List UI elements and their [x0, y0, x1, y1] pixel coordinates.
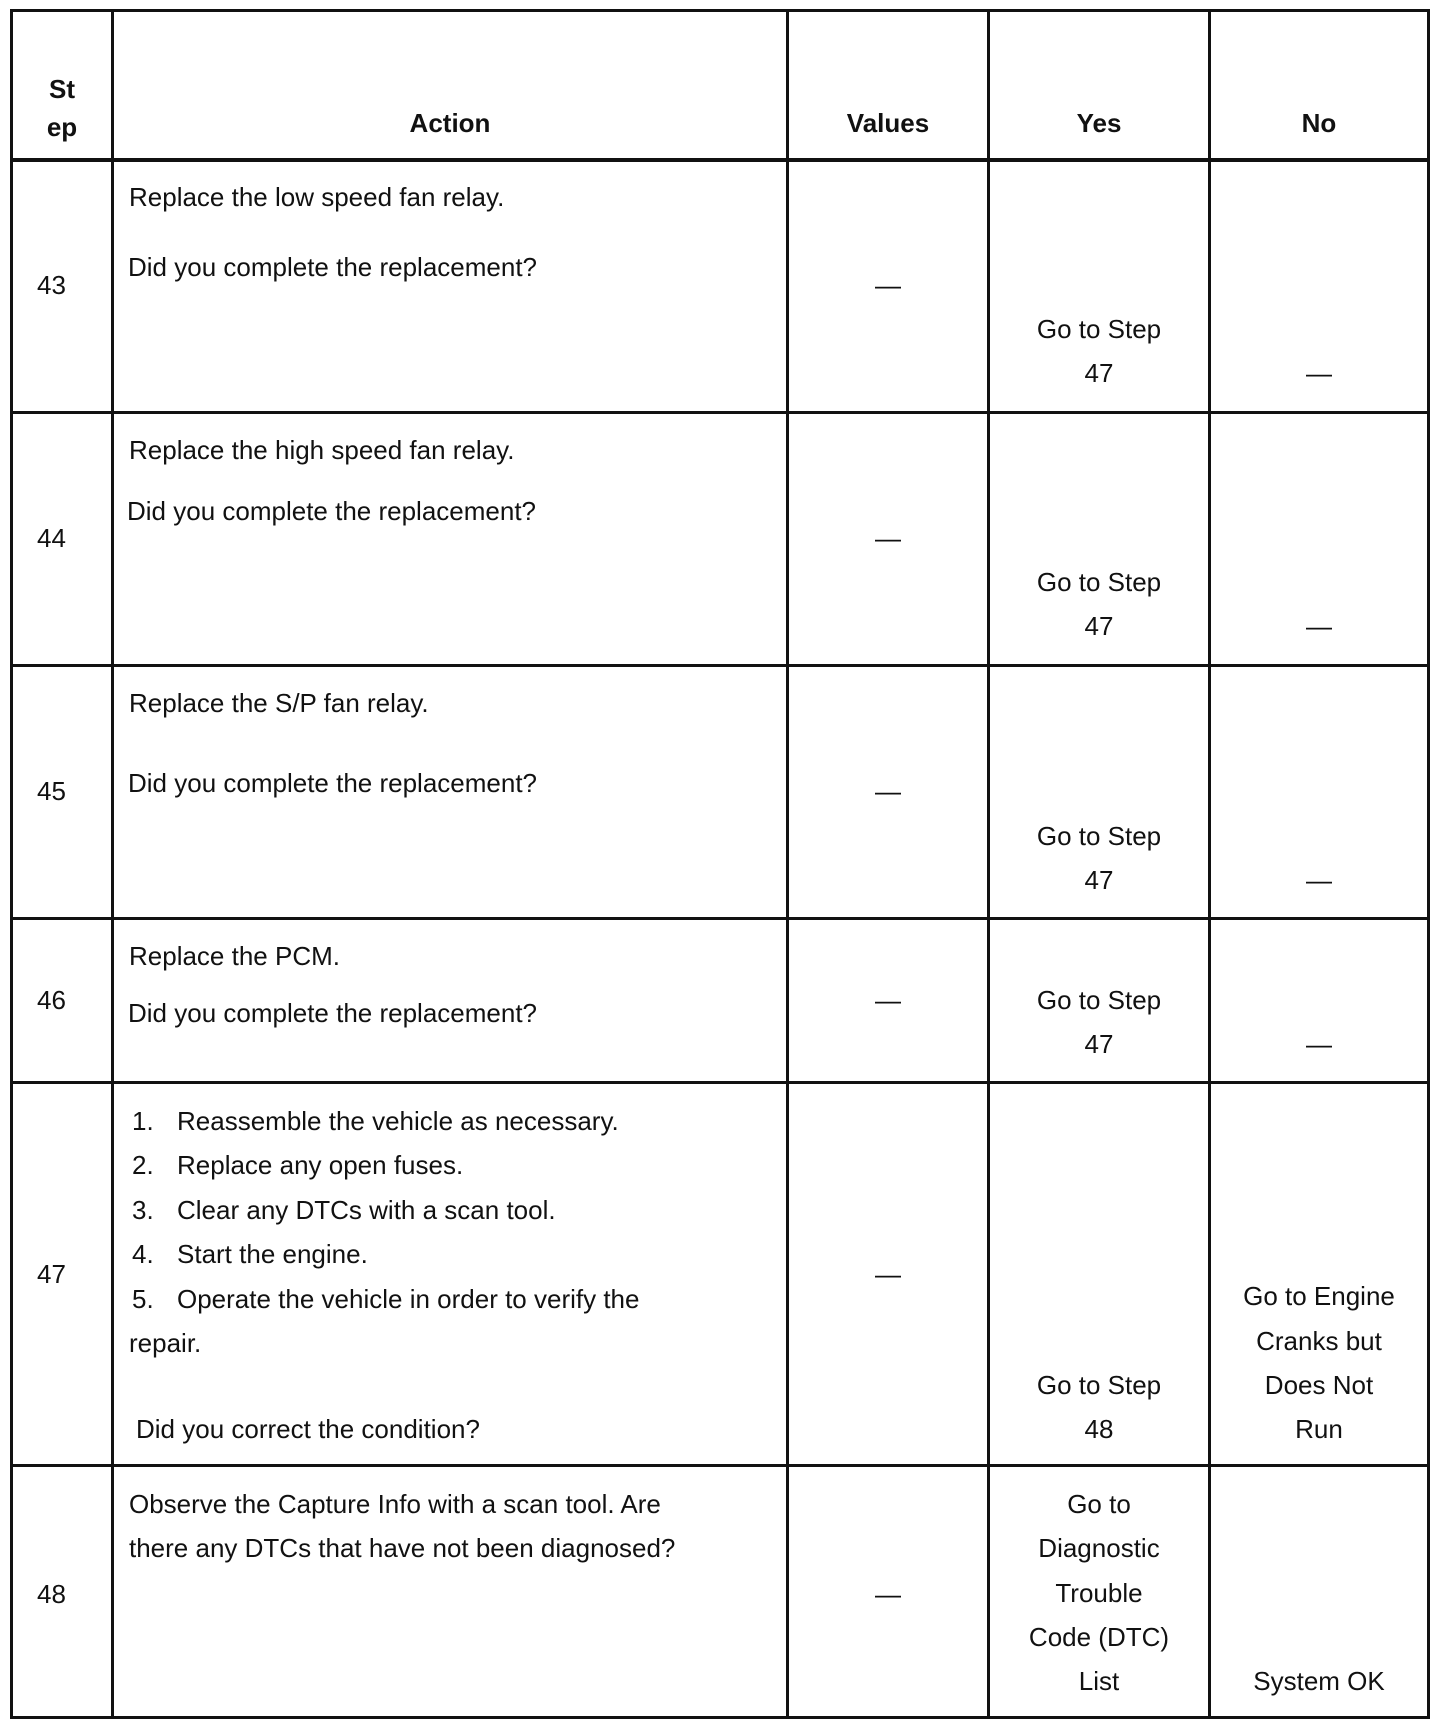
action-text: Observe the Capture Info with a scan tool. Are	[129, 1489, 661, 1519]
yes-line: Go to Step	[1036, 985, 1162, 1015]
yes-line: Go to Step	[1036, 821, 1162, 851]
action-question: Did you complete the replacement?	[128, 768, 538, 798]
list-item: Start the engine.	[177, 1239, 368, 1269]
column-divider	[786, 9, 789, 1719]
values-dash: —	[875, 985, 901, 1015]
step-number: 43	[37, 270, 66, 300]
action-text: Replace the low speed fan relay.	[129, 182, 505, 212]
list-item: Operate the vehicle in order to verify the	[177, 1284, 640, 1314]
yes-line: Go to	[1067, 1489, 1131, 1519]
table-border-top	[10, 9, 1430, 12]
no-dash: —	[1306, 865, 1332, 895]
yes-line: 47	[1084, 1029, 1114, 1059]
values-dash: —	[875, 776, 901, 806]
list-item-continuation: repair.	[129, 1328, 202, 1358]
action-text: Replace the high speed fan relay.	[129, 435, 515, 465]
column-divider	[1208, 9, 1211, 1719]
yes-line: List	[1078, 1666, 1120, 1696]
no-line: Go to Engine	[1243, 1281, 1395, 1311]
header-no: No	[1301, 108, 1337, 138]
list-number: 5.	[132, 1284, 154, 1314]
no-dash: —	[1306, 1029, 1332, 1059]
no-dash: —	[1306, 358, 1332, 388]
header-values: Values	[846, 108, 930, 138]
step-number: 48	[37, 1579, 66, 1609]
action-question: Did you complete the replacement?	[127, 496, 537, 526]
action-text: there any DTCs that have not been diagnosed?	[129, 1533, 676, 1563]
list-item: Replace any open fuses.	[177, 1150, 464, 1180]
row-divider	[10, 664, 1430, 667]
values-dash: —	[875, 1259, 901, 1289]
action-question: Did you correct the condition?	[136, 1414, 480, 1444]
header-step-line-2: ep	[46, 112, 78, 142]
action-text: Replace the PCM.	[129, 941, 340, 971]
list-item: Reassemble the vehicle as necessary.	[177, 1106, 619, 1136]
header-yes: Yes	[1076, 108, 1122, 138]
action-text: Replace the S/P fan relay.	[129, 688, 429, 718]
no-text: System OK	[1253, 1666, 1385, 1696]
row-divider	[10, 1081, 1430, 1084]
list-number: 3.	[132, 1195, 154, 1225]
no-dash: —	[1306, 611, 1332, 641]
no-line: Cranks but	[1256, 1326, 1382, 1356]
header-divider	[10, 158, 1430, 162]
no-line: Does Not	[1264, 1370, 1374, 1400]
table-border-right	[1427, 9, 1430, 1719]
action-question: Did you complete the replacement?	[128, 252, 538, 282]
values-dash: —	[875, 523, 901, 553]
table-border-left	[10, 9, 13, 1719]
values-dash: —	[875, 1579, 901, 1609]
column-divider	[111, 9, 114, 1719]
yes-line: 47	[1084, 865, 1114, 895]
row-divider	[10, 917, 1430, 920]
header-step-line-1: St	[49, 74, 75, 104]
header-step	[13, 70, 111, 146]
list-number: 1.	[132, 1106, 154, 1136]
row-divider	[10, 1464, 1430, 1467]
step-number: 45	[37, 776, 66, 806]
yes-line: Go to Step	[1036, 567, 1162, 597]
yes-line: Go to Step	[1036, 1370, 1162, 1400]
action-question: Did you complete the replacement?	[128, 998, 538, 1028]
list-item: Clear any DTCs with a scan tool.	[177, 1195, 556, 1225]
yes-line: 48	[1084, 1414, 1114, 1444]
yes-line: Code (DTC)	[1028, 1622, 1170, 1652]
column-divider	[987, 9, 990, 1719]
yes-line: Diagnostic	[1038, 1533, 1160, 1563]
step-number: 47	[37, 1259, 66, 1289]
step-number: 46	[37, 985, 66, 1015]
yes-line: Trouble	[1055, 1578, 1143, 1608]
step-number: 44	[37, 523, 66, 553]
values-dash: —	[875, 270, 901, 300]
yes-line: Go to Step	[1036, 314, 1162, 344]
yes-line: 47	[1084, 611, 1114, 641]
no-line: Run	[1295, 1414, 1343, 1444]
yes-line: 47	[1084, 358, 1114, 388]
table-border-bottom	[10, 1716, 1430, 1719]
list-number: 4.	[132, 1239, 154, 1269]
list-number: 2.	[132, 1150, 154, 1180]
header-action: Action	[409, 108, 491, 138]
row-divider	[10, 411, 1430, 414]
